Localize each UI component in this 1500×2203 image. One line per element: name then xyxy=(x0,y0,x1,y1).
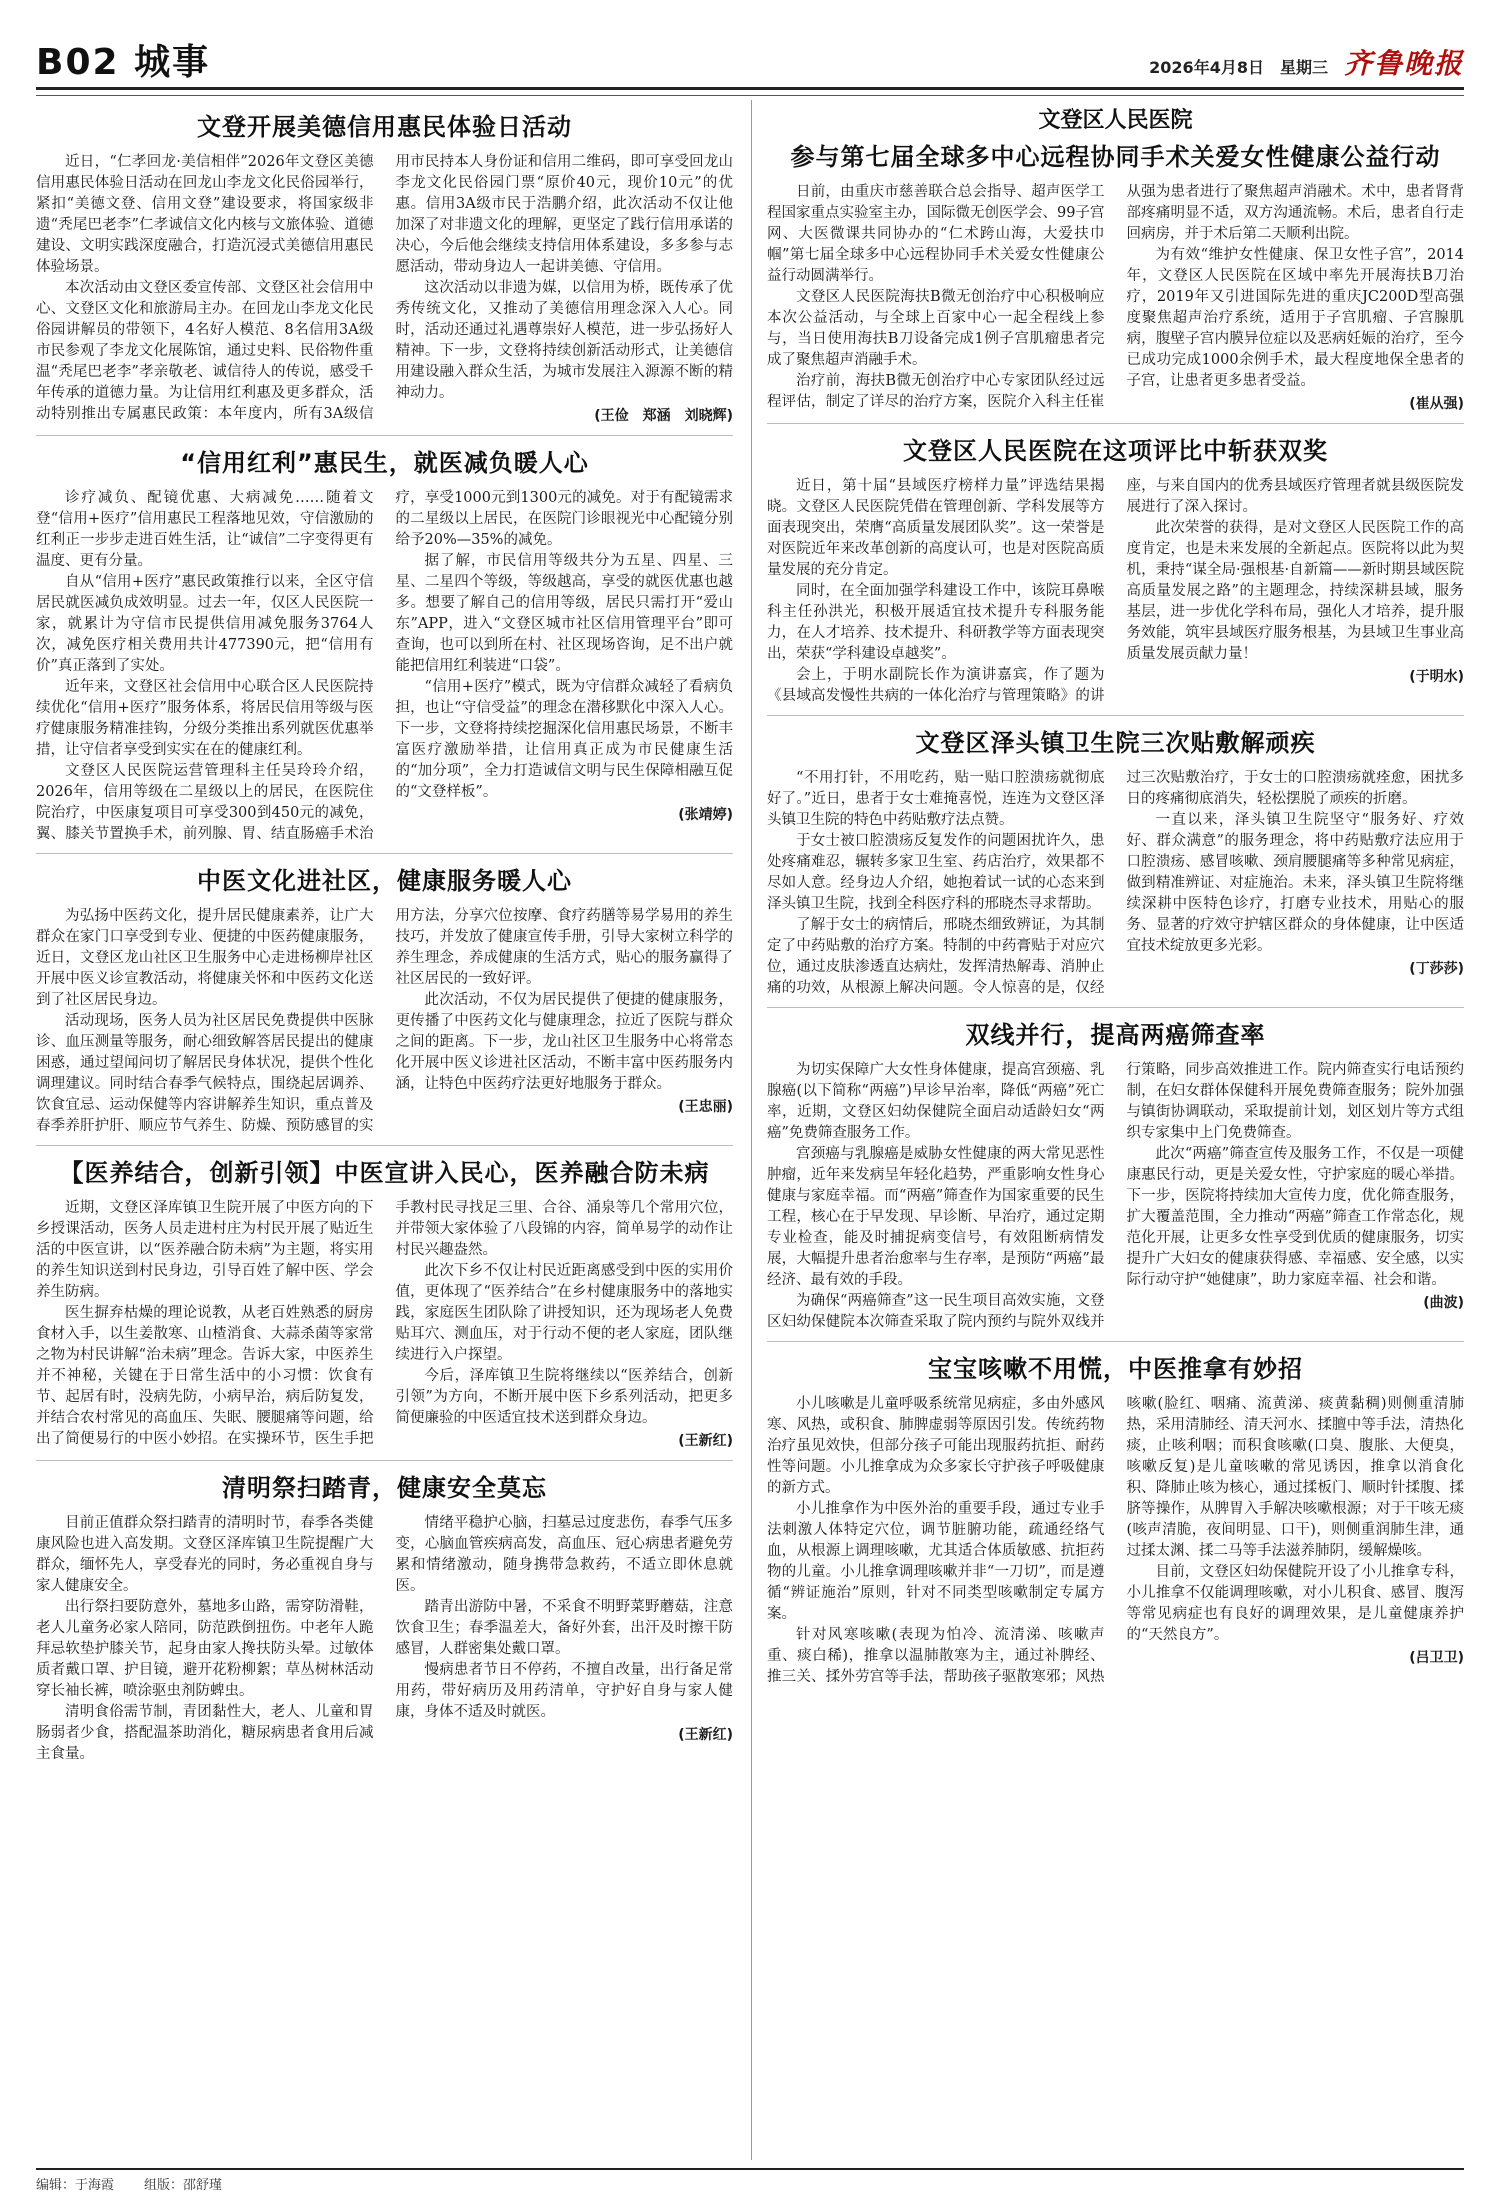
column-divider xyxy=(751,100,752,2160)
article-paragraph: 小儿咳嗽是儿童呼吸系统常见病症，多由外感风寒、风热，或积食、肺脾虚弱等原因引发。传统药物治疗虽见效快，但部分孩子可能出现服药抗拒、耐药性等问题。小儿推拿成为众多家长守护孩子呼吸健康的新方式。 xyxy=(767,1396,1105,1496)
issue-weekday: 星期三 xyxy=(1279,58,1328,77)
article xyxy=(767,1342,1464,1696)
article-headline: 宝宝咳嗽不用慌，中医推拿有妙招 xyxy=(928,1355,1303,1383)
article-paragraph: “不用打针，不用吃药，贴一贴口腔溃疡就彻底好了。”近日，患者于女士难掩喜悦，连连为文登区泽头镇卫生院的特色中药贴敷疗法点赞。 xyxy=(767,770,1105,828)
article-headline: 清明祭扫踏青，健康安全莫忘 xyxy=(222,1474,547,1502)
article-paragraph: 宫颈癌与乳腺癌是威胁女性健康的两大常见恶性肿瘤，近年来发病呈年轻化趋势，严重影响女性身心健康与家庭幸福。而“两癌”筛查作为国家重要的民生工程，核心在于早发现、早诊断、早治疗，通过定期专业检查，能及时捕捉病变信号，有效阻断病情发展，大幅提升患者治愈率与生存率，是预防“两癌”最经济、最有效的手段。 xyxy=(767,1146,1105,1288)
article xyxy=(36,1461,733,1773)
header-rule xyxy=(36,95,1464,96)
article xyxy=(36,436,733,854)
article-paragraph: 这次活动以非遗为媒，以信用为桥，既传承了优秀传统文化，又推动了美德信用理念深入人心。同时，活动还通过礼遇尊崇好人模范，进一步弘扬好人精神。下一步，文登将持续创新活动形式，让美德信用建设融入群众生活，为城市发展注入源源不断的精神动力。 xyxy=(395,280,733,401)
article-paragraph: 会上，于明水副院长作为演讲嘉宾，作了题为《县域高发慢性共病的一体化治疗与管理策略》的讲座，与来自国内的优秀县域医疗管理者就县级医院发展进行了深入探讨。 xyxy=(767,478,1464,704)
article-paragraph: 目前，文登区妇幼保健院开设了小儿推拿专科，小儿推拿不仅能调理咳嗽，对小儿积食、感冒、腹泻等常见病症也有良好的调理效果，是儿童健康养护的“天然良方”。 xyxy=(1126,1564,1464,1643)
article-headline: 参与第七届全球多中心远程协同手术关爱女性健康公益行动 xyxy=(790,143,1441,171)
article-headline: 文登区人民医院在这项评比中斩获双奖 xyxy=(903,437,1328,465)
article-paragraph: 为弘扬中医药文化，提升居民健康素养，让广大群众在家门口享受到专业、便捷的中医药健康服务，近日，文登区龙山社区卫生服务中心走进杨柳岸社区开展中医义诊宣教活动，将健康关怀和中医药文化送到了社区居民身边。 xyxy=(36,908,374,1008)
article-paragraph: 一直以来，泽头镇卫生院坚守“服务好、疗效好、群众满意”的服务理念，将中药贴敷疗法应用于口腔溃疡、感冒咳嗽、颈肩腰腿痛等多种常见病症，做到精准辨证、对症施治。未来，泽头镇卫生院将继续深耕中医特色诊疗，打磨专业技术，用贴心的服务、显著的疗效守护辖区群众的身体健康，让中医适宜技术绽放更多光彩。 xyxy=(1126,812,1464,954)
article-headline: 文登开展美德信用惠民体验日活动 xyxy=(197,113,572,141)
paper-logo: 齐鲁晚报 xyxy=(1343,47,1464,80)
article-body xyxy=(36,906,733,1137)
article-body xyxy=(767,476,1464,707)
article-paragraph: “信用+医疗”模式，既为守信群众减轻了看病负担，也让“守信受益”的理念在潜移默化中深入人心。下一步，文登将持续挖掘深化信用惠民场景，不断丰富医疗激励举措，让信用真正成为市民健康生活的“加分项”，全力打造诚信文明与民生保障相融互促的“文登样板”。 xyxy=(395,679,733,800)
editor-credit: 编辑：于海霞 xyxy=(36,2178,115,2193)
article-paragraph: 出行祭扫要防意外，墓地多山路，需穿防滑鞋，老人儿童务必家人陪同，防范跌倒扭伤。中老年人跪拜忌软垫护膝关节，起身由家人搀扶防头晕。过敏体质者戴口罩、护目镜，避开花粉柳絮；草丛树林活动穿长袖长裤，喷涂驱虫剂防蜱虫。 xyxy=(36,1599,374,1699)
article xyxy=(767,716,1464,1008)
article-body xyxy=(36,1513,733,1765)
article-paragraph: 于女士被口腔溃疡反复发作的问题困扰许久，患处疼痛难忍，辗转多家卫生室、药店治疗，效果都不尽如人意。经身边人介绍，她抱着试一试的心态来到泽头镇卫生院，找到全科医疗科的邢晓杰寻求帮助。 xyxy=(767,833,1105,912)
article-paragraph: 踏青出游防中暑，不采食不明野菜野蘑菇，注意饮食卫生；春季温差大，备好外套，出汗及时擦干防感冒，人群密集处戴口罩。 xyxy=(395,1599,733,1657)
article-paragraph: 情绪平稳护心脑，扫墓忌过度悲伤，春季气压多变，心脑血管疾病高发，高血压、冠心病患者避免劳累和情绪激动，随身携带急救药，不适立即休息就医。 xyxy=(395,1515,733,1594)
article-body xyxy=(36,152,733,427)
article-paragraph: 治疗前，海扶B微无创治疗中心专家团队经过远程评估，制定了详尽的治疗方案，医院介入科主任崔从强为患者进行了聚焦超声消融术。术中，患者肾背部疼痛明显不适，双方沟通流畅。术后，患者自行走回病房，并于术后第二天顺利出院。 xyxy=(767,184,1464,410)
article-body xyxy=(36,488,733,845)
article-paragraph: 清明食俗需节制，青团黏性大，老人、儿童和胃肠弱者少食，搭配温茶助消化，糖尿病患者食用后减主食量。 xyxy=(36,1704,374,1762)
masthead-info xyxy=(1149,42,1464,82)
article-paragraph: 近日，“仁孝回龙·美信相伴”2026年文登区美德信用惠民体验日活动在回龙山李龙文化民俗园举行，紧扣“美德文登、信用文登”建设要求，将国家级非遗“秃尾巴老李”仁孝诚信文化内核与文旅体验、道德建设、文明实践深度融合，打造沉浸式美德信用惠民体验场景。 xyxy=(36,154,374,275)
article-headline: 【医养结合，创新引领】中医宣讲入民心，医养融合防未病 xyxy=(59,1159,710,1187)
article-paragraph: 文登区人民医院运营管理科主任吴玲玲介绍，2026年，信用等级在二星级以上的居民，在医院住院治疗，中医康复项目可享受300到450元的减免，翼、膝关节置换手术，前列腺、胃、结直肠癌手术治疗，享受1000元到1300元的减免。对于有配镜需求的二星级以上居民，在医院门诊眼视光中心配镜分别给予20%—35%的减免。 xyxy=(36,490,733,842)
article-paragraph: 此次活动，不仅为居民提供了便捷的健康服务，更传播了中医药文化与健康理念，拉近了医院与群众之间的距离。下一步，龙山社区卫生服务中心将常态化开展中医义诊进社区活动，不断丰富中医药服务内涵，让特色中医药疗法更好地服务于群众。 xyxy=(395,992,733,1092)
article-paragraph: 为切实保障广大女性身体健康，提高宫颈癌、乳腺癌(以下简称“两癌”)早诊早治率，降低“两癌”死亡率，近期，文登区妇幼保健院全面启动适龄妇女“两癌”免费筛查服务工作。 xyxy=(767,1062,1105,1141)
article-paragraph: 了解于女士的病情后，邢晓杰细致辨证，为其制定了中药贴敷的治疗方案。特制的中药膏贴于对应穴位，通过皮肤渗透直达病灶，发挥清热解毒、消肿止痛的功效，从根源上解决问题。令人惊喜的是，仅经过三次贴敷治疗，于女士的口腔溃疡就痊愈，困扰多日的疼痛彻底消失，轻松摆脱了顽疾的折磨。 xyxy=(767,770,1464,996)
article-paragraph: 本次活动由文登区委宣传部、文登区社会信用中心、文登区文化和旅游局主办。在回龙山李龙文化民俗园讲解员的带领下，4名好人模范、8名信用3A级市民参观了李龙文化展陈馆，通过史料、民俗物件重温“秃尾巴老李”孝亲敬老、诚信待人的传说，感受千年传承的道德力量。为让信用红利惠及更多群众，活动特别推出专属惠民政策：本年度内，所有3A级信用市民持本人身份证和信用二维码，即可享受回龙山李龙文化民俗园门票“原价40元，现价10元”的优惠。信用3A级市民于浩鹏介绍，此次活动不仅让他加深了对非遗文化的理解，更坚定了践行信用承诺的决心，今后他会继续支持信用体系建设，多多参与志愿活动，带动身边人一起讲美德、守信用。 xyxy=(36,154,733,422)
article-paragraph: 此次荣誉的获得，是对文登区人民医院工作的高度肯定，也是未来发展的全新起点。医院将以此为契机，秉持“谋全局·强根基·自新篇——新时期县域医院高质量发展之路”的主题理念，持续深耕县域，服务基层，进一步优化学科布局，强化人才培养，提升服务效能，筑牢县域医疗服务根基，为县域卫生事业高质量发展贡献力量！ xyxy=(1126,520,1464,662)
article-body xyxy=(767,768,1464,999)
article-byline: (丁莎莎) xyxy=(1409,961,1464,977)
article-paragraph: 诊疗减负、配镜优惠、大病减免……随着文登“信用+医疗”信用惠民工程落地见效，守信激励的红利正一步步走进百姓生活，让“诚信”二字变得更有温度、更有分量。 xyxy=(36,490,374,569)
article-byline: (曲波) xyxy=(1423,1295,1464,1311)
article-paragraph: 慢病患者节日不停药，不擅自改量，出行备足常用药，带好病历及用药清单，守护好自身与家人健康，身体不适及时就医。 xyxy=(395,1662,733,1720)
right-column xyxy=(767,100,1464,1696)
page-footer xyxy=(36,2168,1464,2193)
article xyxy=(767,424,1464,716)
article-byline: (王忠丽) xyxy=(678,1099,733,1115)
article-paragraph: 今后，泽库镇卫生院将继续以“医养结合，创新引领”为方向，不断开展中医下乡系列活动，把更多简便廉验的中医适宜技术送到群众身边。 xyxy=(395,1368,733,1426)
article-paragraph: 文登区人民医院海扶B微无创治疗中心积极响应本次公益活动，与全球上百家中心一起全程线上参与，当日使用海扶B刀设备完成1例子宫肌瘤患者完成了聚焦超声消融手术。 xyxy=(767,289,1105,368)
article-paragraph: 近期，文登区泽库镇卫生院开展了中医方向的下乡授课活动，医务人员走进村庄为村民开展了贴近生活的中医宣讲，以“医养融合防未病”为主题，将实用的养生知识送到村民身边，引导百姓了解中医、学会养生防病。 xyxy=(36,1200,374,1300)
article-paragraph: 此次“两癌”筛查宣传及服务工作，不仅是一项健康惠民行动，更是关爱女性，守护家庭的暖心举措。下一步，医院将持续加大宣传力度，优化筛查服务，扩大覆盖范围，全力推动“两癌”筛查工作常态化，规范化开展，让更多女性享受到优质的健康服务，切实提升广大妇女的健康获得感、幸福感、安全感，以实际行动守护“她健康”，助力家庭幸福、社会和谐。 xyxy=(1126,1146,1464,1288)
article-body xyxy=(767,1060,1464,1333)
article-paragraph: 针对风寒咳嗽(表现为怕冷、流清涕、咳嗽声重、痰白稀)，推拿以温肺散寒为主，通过补脾经、推三关、揉外劳宫等手法，帮助孩子驱散寒邪；风热咳嗽(脸红、咽痛、流黄涕、痰黄黏稠)则侧重清肺热，采用清肺经、清天河水、揉膻中等手法，清热化痰，止咳利咽；而积食咳嗽(口臭、腹胀、大便臭，咳嗽反复)是儿童咳嗽的常见诱因，推拿以消食化积、降肺止咳为核心，通过揉板门、顺时针揉腹、揉脐等操作，从脾胃入手解决咳嗽根源；对于干咳无痰(咳声清脆，夜间明显、口干)，则侧重润肺生津，通过揉太渊、揉二马等手法滋养肺阴，缓解燥咳。 xyxy=(767,1396,1464,1685)
article-headline: 中医文化进社区，健康服务暖人心 xyxy=(197,867,572,895)
article-body xyxy=(767,1394,1464,1688)
article-kicker: 文登区人民医院 xyxy=(1038,108,1193,133)
article-byline: (于明水) xyxy=(1409,669,1464,685)
article-paragraph: 日前，由重庆市慈善联合总会指导、超声医学工程国家重点实验室主办，国际微无创医学会、99子宫网、大医微课共同协办的“仁术跨山海，大爱扶巾帼”第七届全球多中心远程协同手术关爱女性健康公益行动圆满举行。 xyxy=(767,184,1105,284)
article-byline: (崔从强) xyxy=(1409,396,1464,412)
article-paragraph: 同时，在全面加强学科建设工作中，该院耳鼻喉科主任孙洪光，积极开展适宜技术提升专科服务能力，在人才培养、技术提升、科研教学等方面表现突出，荣获“学科建设卓越奖”。 xyxy=(767,583,1105,662)
article-byline: (王新红) xyxy=(678,1433,733,1449)
article-paragraph: 据了解，市民信用等级共分为五星、四星、三星、二星四个等级，等级越高，享受的就医优惠也越多。想要了解自己的信用等级，居民只需打开“爱山东”APP，进入“文登区城市社区信用管理平台”即可查询，也可以到所在村、社区现场咨询，足不出户就能把信用红利装进“口袋”。 xyxy=(395,553,733,674)
article-byline: (王俭 郑涵 刘晓辉) xyxy=(594,408,733,424)
article-paragraph: 为有效“维护女性健康、保卫女性子宫”，2014年，文登区人民医院在区域中率先开展海扶B刀治疗，2019年又引进国际先进的重庆JC200D型高强度聚焦超声治疗系统，适用于子宫肌瘤、子宫腺肌病，腹壁子宫内膜异位症以及恶病妊娠的治疗，至今已成功完成1000余例手术，最大程度地保全患者的子宫，让患者更多患者受益。 xyxy=(1126,247,1464,389)
article-body xyxy=(36,1198,733,1452)
article xyxy=(36,100,733,436)
article-paragraph: 自从“信用+医疗”惠民政策推行以来，全区守信居民就医减负成效明显。过去一年，仅区人民医院一家，就累计为守信市民提供信用减免服务3764人次，减免医疗相关费用共计477390元，把“信用有价”真正落到了实处。 xyxy=(36,574,374,674)
article-headline: “信用红利”惠民生，就医减负暖人心 xyxy=(180,449,589,477)
article xyxy=(767,100,1464,424)
issue-date: 2026年4月8日 xyxy=(1149,58,1264,77)
section-title: B02 城事 xyxy=(36,42,211,83)
left-column xyxy=(36,100,733,1773)
article xyxy=(36,854,733,1146)
article-byline: (张靖婷) xyxy=(678,807,733,823)
layout-credit: 组版：邵舒瑾 xyxy=(144,2178,223,2193)
article-paragraph: 近年来，文登区社会信用中心联合区人民医院持续优化“信用+医疗”服务体系，将居民信用等级与医疗健康服务精准挂钩，分级分类推出系列就医优惠举措，让守信者享受到实实在在的健康红利。 xyxy=(36,679,374,758)
article xyxy=(767,1008,1464,1342)
article xyxy=(36,1146,733,1461)
article-body xyxy=(767,182,1464,415)
article-byline: (吕卫卫) xyxy=(1409,1650,1464,1666)
article-headline: 文登区泽头镇卫生院三次贴敷解顽疾 xyxy=(915,729,1316,757)
article-headline: 双线并行，提高两癌筛查率 xyxy=(965,1021,1266,1049)
article-paragraph: 活动现场，医务人员为社区居民免费提供中医脉诊、血压测量等服务，耐心细致解答居民提出的健康困惑，通过望闻问切了解居民身体状况，提供个性化调理建议。同时结合春季气候特点，围绕起居调养、饮食宜忌、运动保健等内容讲解养生知识，重点普及春季养肝护肝、顺应节气养生、防燥、预防感冒的实用方法，分享穴位按摩、食疗药膳等易学易用的养生技巧，并发放了健康宣传手册，引导大家树立科学的养生理念，养成健康的生活方式，贴心的服务赢得了社区居民的一致好评。 xyxy=(36,908,733,1134)
article-paragraph: 为确保“两癌筛查”这一民生项目高效实施，文登区妇幼保健院本次筛查采取了院内预约与院外双线并行策略，同步高效推进工作。院内筛查实行电话预约制，在妇女群体保健科开展免费筛查服务；院外加强与镇街协调联动，采取提前计划，划区划片等方式组织专家集中上门免费筛查。 xyxy=(767,1062,1464,1330)
article-paragraph: 小儿推拿作为中医外治的重要手段，通过专业手法刺激人体特定穴位，调节脏腑功能，疏通经络气血，从根源上调理咳嗽，尤其适合体质敏感、抗拒药物的儿童。小儿推拿调理咳嗽并非“一刀切”，而是遵循“辨证施治”原则，针对不同类型咳嗽制定专属方案。 xyxy=(767,1501,1105,1622)
article-paragraph: 此次下乡不仅让村民近距离感受到中医的实用价值，更体现了“医养结合”在乡村健康服务中的落地实践，家庭医生团队除了讲授知识，还为现场老人免费贴耳穴、测血压，对于行动不便的老人家庭，团队继续进行入户探望。 xyxy=(395,1263,733,1363)
article-paragraph: 目前正值群众祭扫踏青的清明时节，春季各类健康风险也进入高发期。文登区泽库镇卫生院提醒广大群众，缅怀先人，享受春光的同时，务必重视自身与家人健康安全。 xyxy=(36,1515,374,1594)
article-paragraph: 医生摒弃枯燥的理论说教，从老百姓熟悉的厨房食材入手，以生姜散寒、山楂消食、大蒜杀菌等家常之物为村民讲解“治未病”理念。告诉大家，中医养生并不神秘，关键在于日常生活中的小习惯：饮食有节、起居有时，没病先防，小病早治，病后防复发，并结合农村常见的高血压、失眠、腰腿痛等问题，给出了简便易行的中医小妙招。在实操环节，医生手把手教村民寻找足三里、合谷、涌泉等几个常用穴位，并带领大家体验了八段锦的内容，简单易学的动作让村民兴趣盎然。 xyxy=(36,1200,733,1447)
article-paragraph: 近日，第十届“县域医疗榜样力量”评选结果揭晓。文登区人民医院凭借在管理创新、学科发展等方面表现突出，荣膺“高质量发展团队奖”。这一荣誉是对医院近年来改革创新的高度认可，也是对医院高质量发展的充分肯定。 xyxy=(767,478,1105,578)
masthead xyxy=(36,30,1464,90)
article-byline: (王新红) xyxy=(678,1727,733,1743)
